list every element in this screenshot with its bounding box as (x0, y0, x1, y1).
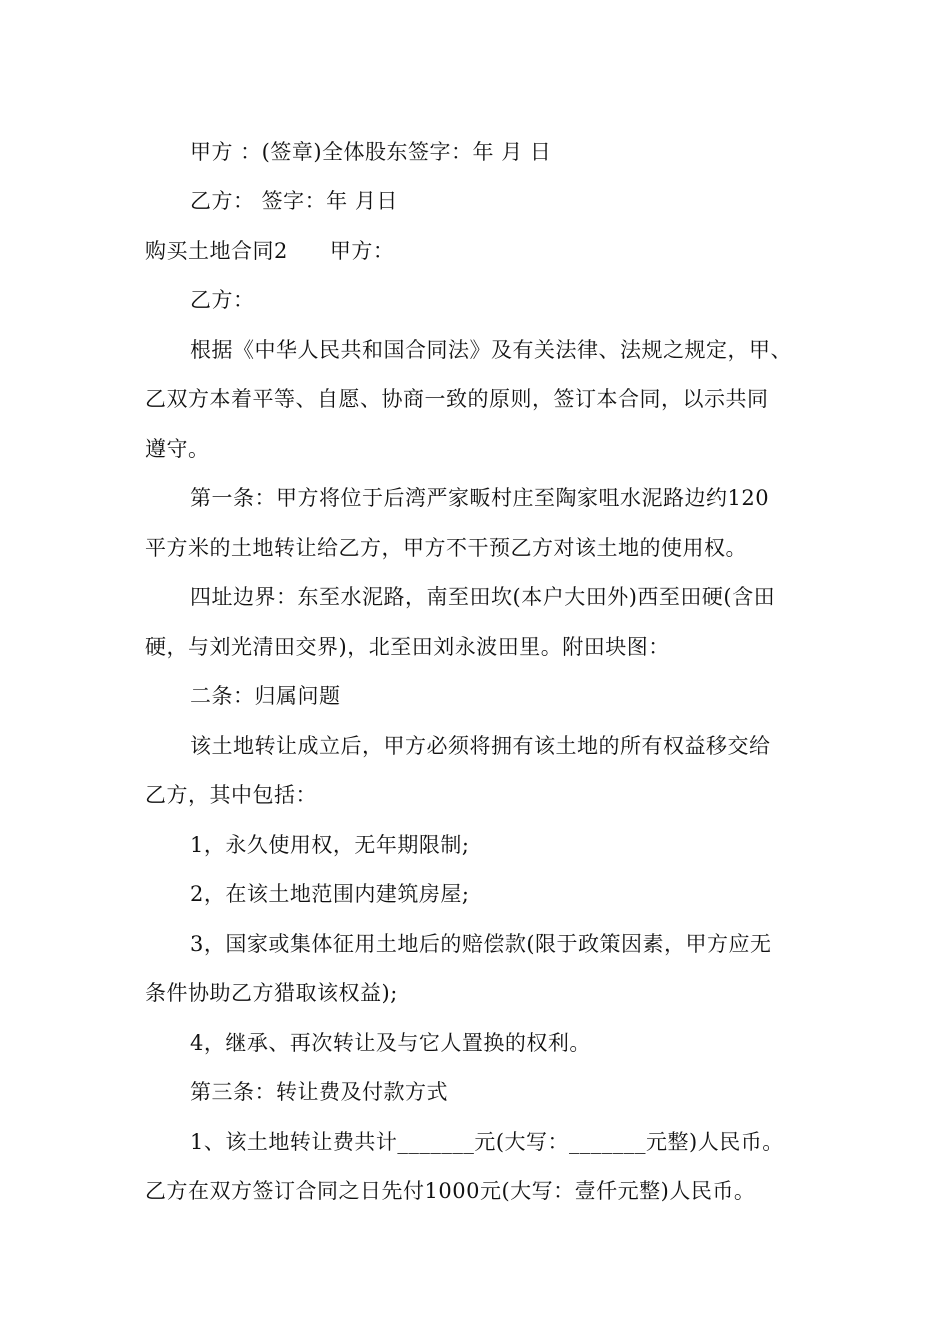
payment-line: 乙方在双方签订合同之日先付1000元(大写：壹仟元整)人民币。 (145, 1179, 756, 1203)
list-item: 4，继承、再次转让及与它人置换的权利。 (190, 1031, 591, 1055)
article-three-heading: 第三条：转让费及付款方式 (190, 1080, 448, 1104)
contract-title: 购买土地合同2 (145, 239, 288, 263)
boundary-line: 四址边界：东至水泥路，南至田坎(本户大田外)西至田硬(含田 (190, 585, 776, 609)
list-item: 1，永久使用权，无年期限制; (190, 833, 470, 857)
article-two-line: 乙方，其中包括： (145, 783, 317, 807)
paragraph-line: 根据《中华人民共和国合同法》及有关法律、法规之规定，甲、 (190, 338, 792, 362)
paragraph-line: 遵守。 (145, 437, 210, 461)
contract-heading-line (145, 237, 815, 265)
article-one-line: 平方米的土地转让给乙方，甲方不干预乙方对该土地的使用权。 (145, 536, 747, 560)
list-item: 3，国家或集体征用土地后的赔偿款(限于政策因素，甲方应无 (190, 932, 772, 956)
paragraph-line: 乙双方本着平等、自愿、协商一致的原则，签订本合同，以示共同 (145, 387, 769, 411)
list-item-continuation: 条件协助乙方猎取该权益); (145, 981, 398, 1005)
article-one-line: 第一条：甲方将位于后湾严家畈村庄至陶家咀水泥路边约120 (190, 486, 770, 510)
party-a-label: 甲方： (329, 239, 395, 263)
article-two-line: 该土地转让成立后，甲方必须将拥有该土地的所有权益移交给 (190, 734, 771, 758)
list-item: 2，在该土地范围内建筑房屋; (190, 882, 470, 906)
party-a-signature-line: 甲方 ：(签章)全体股东签字：年 月 日 (190, 140, 552, 164)
payment-line: 1、该土地转让费共计_______元(大写：_______元整)人民币。 (190, 1130, 784, 1154)
boundary-line: 硬，与刘光清田交界)，北至田刘永波田里。附田块图： (145, 635, 670, 659)
party-b-signature-line: 乙方： 签字：年 月日 (190, 189, 398, 213)
article-two-heading: 二条：归属问题 (190, 684, 341, 708)
party-b-label: 乙方： (190, 288, 255, 312)
